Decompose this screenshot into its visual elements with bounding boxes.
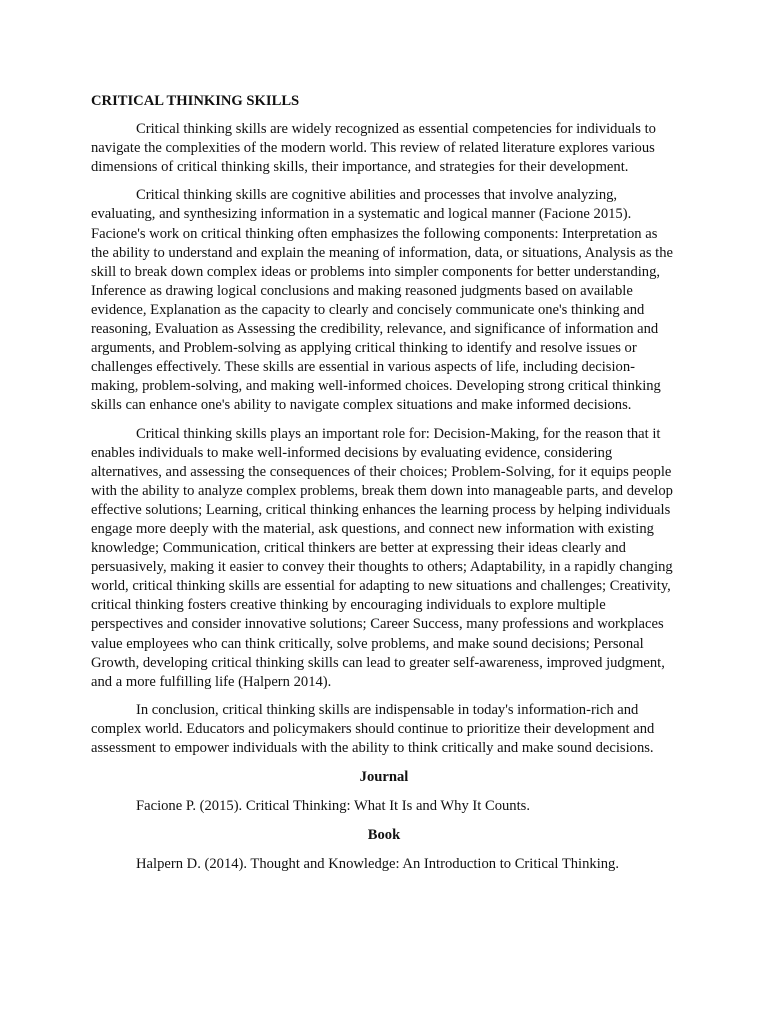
book-heading: Book bbox=[367, 827, 401, 844]
journal-heading: Journal bbox=[359, 769, 409, 786]
document-title: CRITICAL THINKING SKILLS bbox=[91, 93, 300, 109]
book-reference: Halpern D. (2014). Thought and Knowledge: An Introduction to Critical Thinking. bbox=[136, 856, 620, 873]
document-body bbox=[91, 92, 677, 884]
paragraph-conclusion: In conclusion, critical thinking skills are indispensable in today's information-rich and complex world. Educators and policymakers should continue to prioritize their development and assessment to empower individuals with the ability to think critically and make sound decisions. bbox=[91, 701, 655, 756]
paragraph-importance: Critical thinking skills plays an important role for: Decision-Making, for the reason that it enables individuals to make well-informed decisions by evaluating evidence, considering alternatives, and assessing the consequences of their choices; Problem-Solving, for it equips people with the ability to analyze complex problems, break them down into manageable parts, and develop effective solutions; Learning, critical thinking enhances the learning process by helping individuals engage more deeply with the material, ask questions, and connect new information with existing knowledge; Communication, critical thinkers are better at expressing their ideas clearly and persuasively, making it easier to convey their thoughts to others; Adaptability, in a rapidly changing world, critical thinking skills are essential for adapting to new situations and challenges; Creativity, critical thinking fosters creative thinking by encouraging individuals to explore multiple perspectives and consider innovative solutions; Career Success, many professions and workplaces value employees who can think critically, solve problems, and make sound decisions; Personal Growth, developing critical thinking skills can lead to greater self-awareness, improved judgment, and a more fulfilling life (Halpern 2014). bbox=[91, 425, 673, 690]
paragraph-intro: Critical thinking skills are widely recognized as essential competencies for individuals to navigate the complexities of the modern world. This review of related literature explores various dimensions of critical thinking skills, their importance, and strategies for their development. bbox=[91, 121, 656, 176]
paragraph-definition: Critical thinking skills are cognitive abilities and processes that involve analyzing, evaluating, and synthesizing information in a systematic and logical manner (Facione 2015). Facione's work on critical thinking often emphasizes the following components: Interpretation as the ability to understand and explain the meaning of information, data, or situations, Analysis as the skill to break down complex ideas or problems into simpler components for better understanding, Inference as drawing logical conclusions and making reasoned judgments based on available evidence, Explanation as the capacity to clearly and concisely communicate one's thinking and reasoning, Evaluation as Assessing the credibility, relevance, and significance of information and arguments, and Problem-solving as applying critical thinking to identify and resolve issues or challenges effectively. These skills are essential in various aspects of life, including decision-making, problem-solving, and making well-informed choices. Developing strong critical thinking skills can enhance one's ability to navigate complex situations and make informed decisions. bbox=[91, 187, 674, 414]
journal-reference: Facione P. (2015). Critical Thinking: What It Is and Why It Counts. bbox=[136, 798, 530, 815]
